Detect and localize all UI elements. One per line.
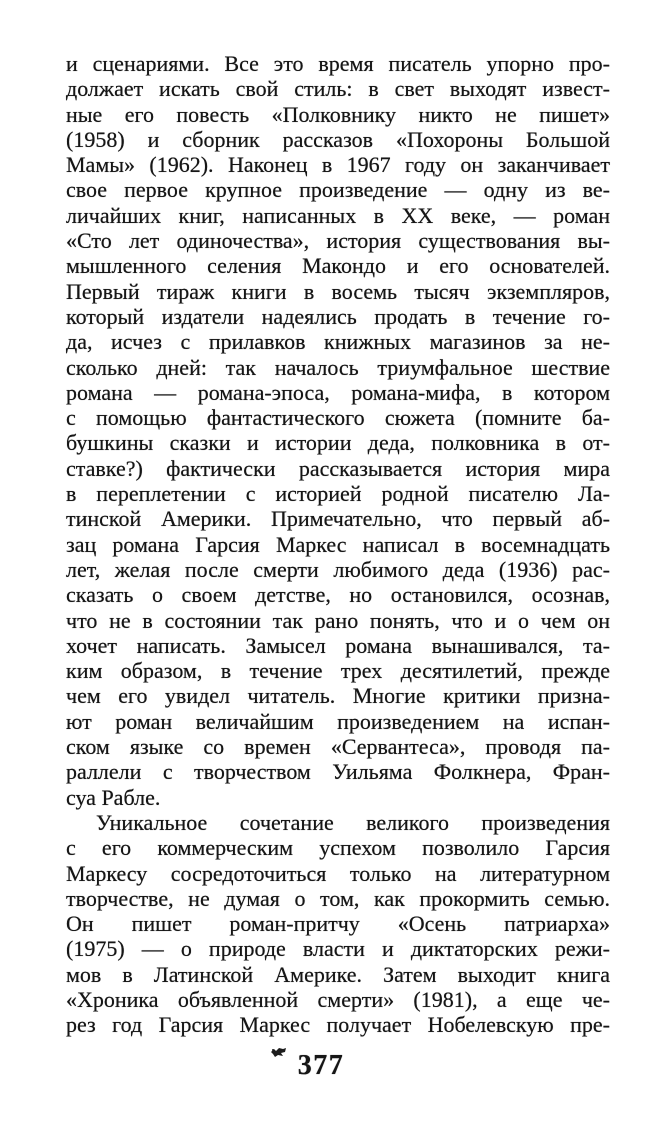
- text-line: хочет написать. Замысел романа вынашивался, та-: [66, 632, 610, 658]
- text-line: сказать о своем детстве, но остановился, осознав,: [66, 582, 610, 608]
- text-line: (1958) и сборник рассказов «Похороны Большой: [66, 126, 610, 152]
- text-line: сколько дней: так началось триумфальное шествие: [66, 354, 610, 380]
- text-line: личайших книг, написанных в XX веке, — роман: [66, 202, 610, 228]
- text-line: ском языке со времен «Сервантеса», проводя па-: [66, 734, 610, 760]
- text-line: (1975) — о природе власти и диктаторских режи-: [66, 936, 610, 962]
- text-line: мышленного селения Макондо и его основателей.: [66, 253, 610, 279]
- text-line: Мамы» (1962). Наконец в 1967 году он заканчивает: [66, 152, 610, 178]
- page-number: 377: [297, 1050, 345, 1081]
- text-line: с его коммерческим успехом позволило Гарсия: [66, 835, 610, 861]
- text-line: в переплетении с историей родной писателю Ла-: [66, 481, 610, 507]
- paragraph: [66, 810, 610, 1038]
- text-line: Уникальное сочетание великого произведения: [96, 809, 610, 835]
- text-block: [66, 51, 610, 1038]
- ink-smudge: [270, 1046, 287, 1064]
- text-line: который издатели надеялись продать в течение го-: [66, 303, 610, 329]
- text-line: ставке?) фактически рассказывается история мира: [66, 455, 610, 481]
- text-line: свое первое крупное произведение — одну из ве-: [66, 177, 610, 203]
- text-line: тинской Америки. Примечательно, что первый аб-: [66, 506, 610, 532]
- text-line: должает искать свой стиль: в свет выходят извест-: [66, 76, 610, 102]
- text-line: Первый тираж книги в восемь тысяч экземпляров,: [66, 278, 610, 304]
- text-line: ют роман величайшим произведением на испан-: [66, 708, 610, 734]
- text-line: «Сто лет одиночества», история существования вы-: [66, 228, 610, 254]
- text-line: зац романа Гарсия Маркес написал в восемнадцать: [66, 531, 610, 557]
- text-line: суа Рабле.: [66, 784, 161, 810]
- text-line: романа — романа-эпоса, романа-мифа, в котором: [66, 379, 610, 405]
- page-footer: [0, 1045, 614, 1081]
- text-line: Он пишет роман-притчу «Осень патриарха»: [66, 911, 610, 937]
- text-line: и сценариями. Все это время писатель упорно про-: [66, 51, 610, 76]
- text-line: рез год Гарсия Маркес получает Нобелевскую пре-: [66, 1012, 610, 1038]
- paragraph: [66, 51, 610, 810]
- text-line: да, исчез с прилавков книжных магазинов за не-: [66, 329, 610, 355]
- text-line: Маркесу сосредоточиться только на литературном: [66, 860, 610, 886]
- text-line: с помощью фантастического сюжета (помните ба-: [66, 405, 610, 431]
- text-line: творчестве, не думая о том, как прокормить семью.: [66, 885, 610, 911]
- text-line: ные его повесть «Полковнику никто не пишет»: [66, 101, 610, 127]
- text-line: раллели с творчеством Уильяма Фолкнера, Фран-: [66, 759, 610, 785]
- text-line: лет, желая после смерти любимого деда (1936) рас-: [66, 556, 610, 582]
- text-line: бушкины сказки и истории деда, полковника в от-: [66, 430, 610, 456]
- text-line: мов в Латинской Америке. Затем выходит книга: [66, 961, 610, 987]
- text-line: что не в состоянии так рано понять, что и о чем он: [66, 607, 610, 633]
- text-line: чем его увидел читатель. Многие критики призна-: [66, 683, 610, 709]
- text-line: ким образом, в течение трех десятилетий, прежде: [66, 658, 610, 684]
- text-line: «Хроника объявленной смерти» (1981), а еще че-: [66, 986, 610, 1012]
